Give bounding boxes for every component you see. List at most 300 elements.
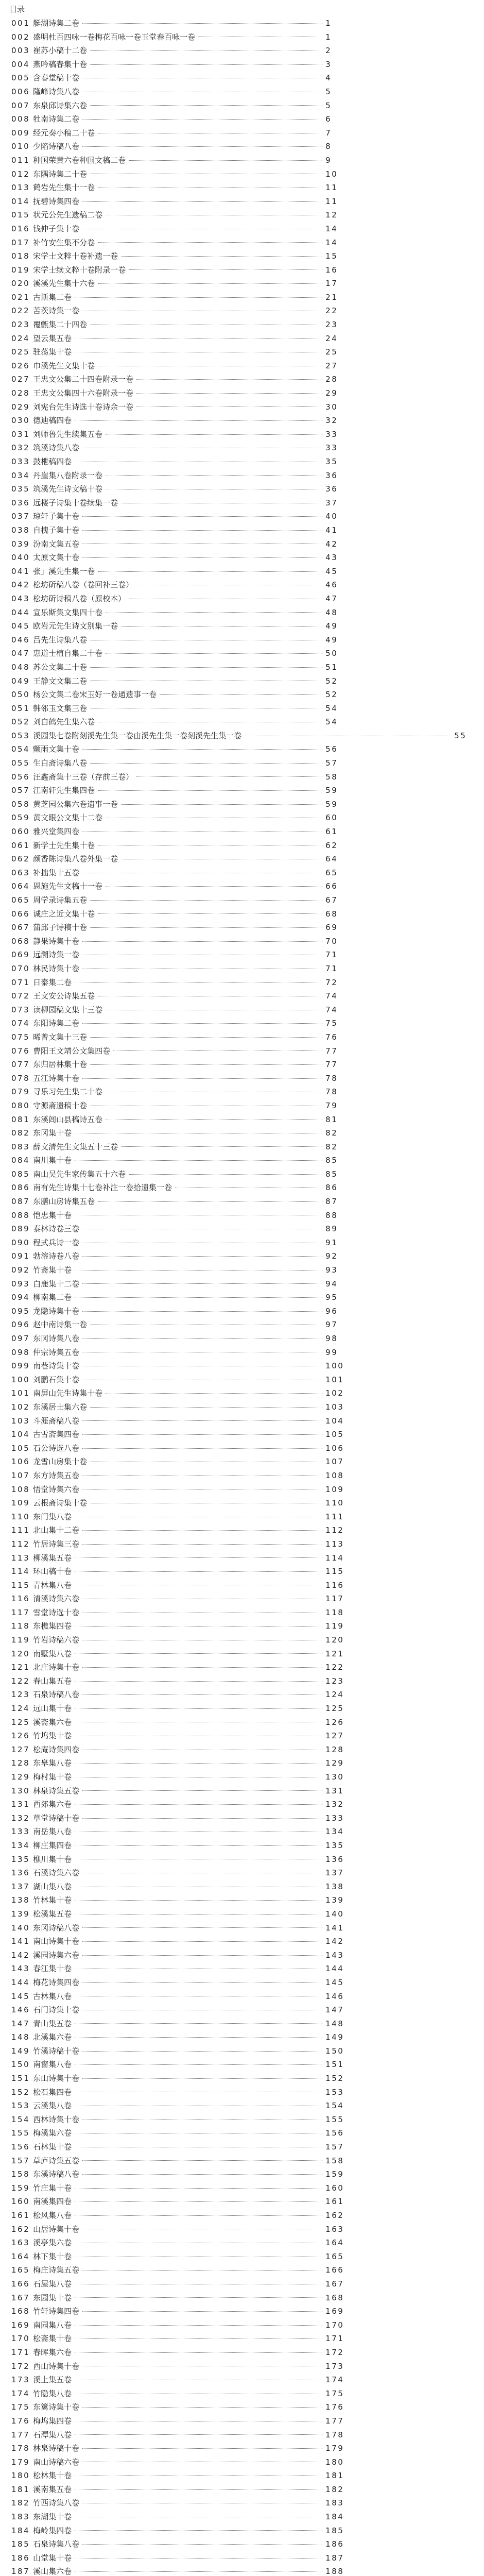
toc-entry[interactable]: [11, 537, 484, 551]
toc-entry[interactable]: [11, 2442, 484, 2455]
toc-entry-page: 30: [325, 402, 338, 412]
toc-entry-title: 石公诗选八卷: [33, 1443, 80, 1453]
toc-entry-title: 松林集十卷: [33, 2471, 72, 2481]
toc-entry[interactable]: [11, 236, 484, 250]
toc-entry[interactable]: [11, 2318, 484, 2332]
toc-entry[interactable]: [11, 1674, 484, 1688]
toc-entry[interactable]: [11, 1633, 484, 1647]
toc-entry[interactable]: [11, 2414, 484, 2428]
toc-entry[interactable]: [11, 359, 484, 373]
toc-entry[interactable]: [11, 1195, 484, 1209]
toc-entry-number: 159: [11, 2183, 30, 2193]
toc-entry-title: 斗涯斋稿八卷: [33, 1416, 80, 1426]
toc-entry-title: 山堂集十卷: [33, 2553, 72, 2563]
toc-entry[interactable]: [11, 976, 484, 990]
toc-dot-leader: [82, 2051, 322, 2052]
toc-entry-page: 103: [325, 1402, 344, 1412]
toc-entry[interactable]: [11, 2524, 484, 2538]
toc-entry[interactable]: [11, 1249, 484, 1263]
toc-entry[interactable]: [11, 688, 484, 702]
toc-entry-title: 刘宪台先生诗选十卷诗余一卷: [33, 402, 134, 412]
toc-entry[interactable]: [11, 866, 484, 880]
toc-entry[interactable]: [11, 852, 484, 866]
toc-entry-number: 140: [11, 1923, 30, 1933]
toc-entry-page: 72: [325, 977, 338, 987]
toc-entry[interactable]: [11, 1565, 484, 1579]
toc-entry[interactable]: [11, 291, 484, 304]
toc-entry[interactable]: [11, 1770, 484, 1784]
toc-entry[interactable]: [11, 2003, 484, 2017]
toc-entry[interactable]: [11, 1551, 484, 1565]
toc-entry-page: 91: [325, 1238, 338, 1247]
toc-entry-page: 75: [325, 1019, 338, 1028]
toc-entry[interactable]: [11, 989, 484, 1003]
toc-entry-title: 日泰集二卷: [33, 977, 72, 987]
toc-entry[interactable]: [11, 1798, 484, 1811]
toc-entry[interactable]: [11, 1743, 484, 1757]
toc-entry[interactable]: [11, 811, 484, 825]
toc-entry[interactable]: [11, 2455, 484, 2469]
toc-entry-page: 1: [325, 32, 332, 42]
toc-entry-page: 64: [325, 854, 338, 864]
toc-entry[interactable]: [11, 2263, 484, 2277]
toc-dot-leader: [75, 2037, 322, 2038]
toc-entry-title: 五江诗集十卷: [33, 1073, 80, 1083]
toc-entry[interactable]: [11, 1044, 484, 1058]
toc-entry[interactable]: [11, 1263, 484, 1277]
toc-entry-title: 竹庄集十卷: [33, 2183, 72, 2193]
toc-entry-title: 溪斋集六卷: [33, 1717, 72, 1727]
toc-entry[interactable]: [11, 1222, 484, 1236]
toc-entry[interactable]: [11, 1537, 484, 1551]
toc-entry-title: 黄芝园公集六卷遗事一卷: [33, 799, 118, 809]
toc-entry[interactable]: [11, 2017, 484, 2031]
toc-entry-number: 085: [11, 1169, 30, 1179]
toc-dot-leader: [90, 105, 322, 106]
toc-entry[interactable]: [11, 729, 484, 743]
toc-entry-number: 121: [11, 1663, 30, 1672]
toc-entry[interactable]: [11, 1455, 484, 1469]
toc-entry-number: 133: [11, 1827, 30, 1837]
toc-entry[interactable]: [11, 1510, 484, 1524]
toc-entry-number: 057: [11, 786, 30, 795]
toc-entry[interactable]: [11, 551, 484, 565]
toc-entry-page: 174: [325, 2375, 344, 2385]
toc-dot-leader: [121, 1146, 322, 1147]
toc-entry[interactable]: [11, 1058, 484, 1072]
toc-entry[interactable]: [11, 1784, 484, 1798]
toc-entry-page: 157: [325, 2142, 344, 2152]
toc-entry[interactable]: [11, 592, 484, 606]
toc-entry-title: 王忠文公集四十六卷附录一卷: [33, 388, 134, 398]
toc-entry-page: 144: [325, 1964, 344, 1974]
toc-entry[interactable]: [11, 112, 484, 126]
toc-entry[interactable]: [11, 85, 484, 99]
toc-entry[interactable]: [11, 784, 484, 798]
toc-entry-page: 153: [325, 2087, 344, 2097]
toc-entry[interactable]: [11, 181, 484, 195]
toc-entry-number: 104: [11, 1430, 30, 1439]
toc-entry[interactable]: [11, 1716, 484, 1730]
toc-entry-number: 058: [11, 799, 30, 809]
toc-entry-number: 095: [11, 1306, 30, 1316]
toc-entry[interactable]: [11, 1099, 484, 1113]
toc-entry-number: 125: [11, 1717, 30, 1727]
toc-dot-leader: [75, 2530, 322, 2531]
toc-entry-page: 139: [325, 1895, 344, 1905]
toc-dot-leader: [106, 653, 322, 654]
toc-entry[interactable]: [11, 770, 484, 784]
toc-entry-page: 33: [325, 443, 338, 453]
toc-entry-title: 柳南集二卷: [33, 1293, 72, 1302]
toc-dot-leader: [98, 571, 322, 572]
toc-entry-page: 132: [325, 1800, 344, 1809]
toc-entry[interactable]: [11, 2483, 484, 2497]
toc-entry-page: 150: [325, 2046, 344, 2056]
toc-entry-title: 溪上集五卷: [33, 2375, 72, 2385]
toc-entry[interactable]: [11, 1619, 484, 1633]
toc-entry[interactable]: [11, 1825, 484, 1839]
toc-entry[interactable]: [11, 523, 484, 537]
toc-entry[interactable]: [11, 2099, 484, 2113]
toc-entry[interactable]: [11, 2291, 484, 2305]
toc-entry[interactable]: [11, 1688, 484, 1702]
toc-entry[interactable]: [11, 1304, 484, 1318]
toc-entry-title: 松坊斫稿八卷（卷回补三卷）: [33, 580, 134, 590]
toc-entry-number: 027: [11, 375, 30, 384]
toc-entry[interactable]: [11, 2195, 484, 2209]
toc-entry[interactable]: [11, 44, 484, 58]
toc-entry[interactable]: [11, 318, 484, 332]
toc-dot-leader: [82, 1256, 322, 1257]
toc-entry[interactable]: [11, 304, 484, 318]
toc-entry[interactable]: [11, 1442, 484, 1455]
toc-entry[interactable]: [11, 1414, 484, 1428]
toc-entry[interactable]: [11, 2373, 484, 2387]
toc-entry[interactable]: [11, 1209, 484, 1223]
toc-entry-title: 西郊集六卷: [33, 1800, 72, 1809]
toc-entry[interactable]: [11, 1373, 484, 1387]
toc-entry[interactable]: [11, 948, 484, 962]
toc-entry[interactable]: [11, 2551, 484, 2565]
toc-entry-page: 142: [325, 1937, 344, 1946]
toc-entry-page: 74: [325, 1005, 338, 1014]
toc-entry[interactable]: [11, 1016, 484, 1030]
toc-entry-number: 044: [11, 607, 30, 617]
toc-entry[interactable]: [11, 2126, 484, 2140]
toc-entry[interactable]: [11, 2428, 484, 2442]
toc-entry-page: 125: [325, 1704, 344, 1714]
toc-entry[interactable]: [11, 2250, 484, 2264]
toc-entry[interactable]: [11, 1277, 484, 1291]
toc-entry[interactable]: [11, 2236, 484, 2250]
toc-entry[interactable]: [11, 2058, 484, 2072]
toc-entry-page: 126: [325, 1717, 344, 1727]
toc-entry[interactable]: [11, 140, 484, 154]
toc-entry[interactable]: [11, 154, 484, 167]
toc-entry[interactable]: [11, 345, 484, 359]
toc-entry[interactable]: [11, 674, 484, 688]
toc-entry-title: 太原文集十卷: [33, 553, 80, 563]
toc-entry[interactable]: [11, 1880, 484, 1894]
toc-entry[interactable]: [11, 441, 484, 455]
toc-entry-title: 燕吟稿春集十卷: [33, 59, 88, 69]
toc-entry[interactable]: [11, 1072, 484, 1086]
toc-entry[interactable]: [11, 921, 484, 935]
toc-entry[interactable]: [11, 99, 484, 113]
toc-entry[interactable]: [11, 1935, 484, 1948]
toc-entry[interactable]: [11, 1907, 484, 1921]
toc-entry[interactable]: [11, 619, 484, 633]
toc-entry[interactable]: [11, 1140, 484, 1154]
toc-entry[interactable]: [11, 879, 484, 893]
toc-entry[interactable]: [11, 2044, 484, 2058]
toc-entry-page: 36: [325, 470, 338, 480]
toc-entry-title: 南巷诗集十卷: [33, 1361, 80, 1371]
toc-entry[interactable]: [11, 702, 484, 716]
toc-entry-title: 东冈集十卷: [33, 1128, 72, 1138]
toc-entry-number: 029: [11, 402, 30, 412]
toc-entry[interactable]: [11, 2167, 484, 2181]
toc-dot-leader: [82, 23, 322, 24]
toc-entry[interactable]: [11, 1236, 484, 1250]
toc-entry[interactable]: [11, 2565, 484, 2576]
toc-entry[interactable]: [11, 2537, 484, 2551]
toc-entry[interactable]: [11, 2030, 484, 2044]
toc-entry[interactable]: [11, 2332, 484, 2346]
toc-entry[interactable]: [11, 482, 484, 496]
toc-entry-number: 093: [11, 1279, 30, 1289]
toc-entry-title: 古斯集二卷: [33, 292, 72, 302]
toc-entry[interactable]: [11, 1346, 484, 1360]
toc-entry-page: 97: [325, 1320, 338, 1330]
toc-entry[interactable]: [11, 1332, 484, 1346]
toc-entry-page: 67: [325, 895, 338, 905]
toc-entry-page: 77: [325, 1046, 338, 1056]
toc-entry-title: 溪溪先生集十六卷: [33, 279, 95, 289]
toc-entry[interactable]: [11, 1386, 484, 1400]
toc-entry[interactable]: [11, 1729, 484, 1743]
toc-entry[interactable]: [11, 1660, 484, 1674]
toc-entry[interactable]: [11, 2510, 484, 2524]
toc-entry-number: 099: [11, 1361, 30, 1371]
toc-entry-number: 185: [11, 2539, 30, 2549]
toc-entry[interactable]: [11, 195, 484, 209]
toc-entry[interactable]: [11, 1400, 484, 1414]
toc-entry[interactable]: [11, 1990, 484, 2004]
toc-entry[interactable]: [11, 469, 484, 483]
toc-entry[interactable]: [11, 1976, 484, 1990]
toc-dot-leader: [75, 2064, 322, 2065]
toc-entry[interactable]: [11, 58, 484, 72]
toc-entry[interactable]: [11, 2154, 484, 2168]
toc-entry[interactable]: [11, 510, 484, 523]
toc-entry[interactable]: [11, 2400, 484, 2414]
toc-entry-title: 东阳诗集二卷: [33, 1019, 80, 1028]
toc-entry[interactable]: [11, 496, 484, 510]
toc-entry[interactable]: [11, 907, 484, 921]
toc-entry[interactable]: [11, 1496, 484, 1510]
toc-entry[interactable]: [11, 332, 484, 346]
toc-entry[interactable]: [11, 660, 484, 674]
toc-entry-title: 石泉诗集八卷: [33, 2539, 80, 2549]
toc-dot-leader: [82, 2407, 322, 2408]
toc-entry[interactable]: [11, 2387, 484, 2401]
toc-entry[interactable]: [11, 1921, 484, 1935]
toc-entry[interactable]: [11, 428, 484, 442]
toc-entry[interactable]: [11, 71, 484, 85]
toc-entry-page: 82: [325, 1142, 338, 1151]
toc-entry[interactable]: [11, 935, 484, 948]
toc-entry-page: 2: [325, 46, 332, 56]
toc-entry[interactable]: [11, 1318, 484, 1332]
toc-entry[interactable]: [11, 386, 484, 400]
toc-entry-page: 51: [325, 662, 338, 672]
toc-entry[interactable]: [11, 167, 484, 181]
toc-entry[interactable]: [11, 1181, 484, 1195]
toc-entry-title: 雪堂诗选十卷: [33, 1607, 80, 1617]
toc-entry[interactable]: [11, 1291, 484, 1304]
toc-entry-page: 54: [325, 717, 338, 727]
toc-entry-page: 130: [325, 1772, 344, 1782]
toc-entry[interactable]: [11, 893, 484, 907]
toc-entry-page: 35: [325, 457, 338, 466]
toc-entry-title: 抚碧诗集四卷: [33, 196, 80, 206]
toc-entry[interactable]: [11, 1167, 484, 1181]
toc-entry[interactable]: [11, 2086, 484, 2099]
toc-entry[interactable]: [11, 1579, 484, 1592]
toc-entry[interactable]: [11, 715, 484, 729]
toc-entry[interactable]: [11, 825, 484, 839]
toc-entry-title: 恺忠集十卷: [33, 1210, 72, 1220]
toc-entry[interactable]: [11, 2360, 484, 2374]
toc-entry-title: 梅溪集六卷: [33, 2128, 72, 2138]
toc-entry-page: 40: [325, 512, 338, 521]
toc-entry[interactable]: [11, 1154, 484, 1167]
toc-entry[interactable]: [11, 742, 484, 756]
toc-dot-leader: [75, 1804, 322, 1805]
toc-entry[interactable]: [11, 263, 484, 277]
toc-entry[interactable]: [11, 2469, 484, 2483]
toc-entry[interactable]: [11, 208, 484, 222]
toc-entry[interactable]: [11, 839, 484, 853]
toc-entry[interactable]: [11, 565, 484, 579]
toc-entry-title: 曹阳王文靖公文集四卷: [33, 1046, 111, 1056]
toc-entry[interactable]: [11, 1962, 484, 1976]
toc-entry-title: 晞曾文集十三卷: [33, 1032, 88, 1042]
toc-entry[interactable]: [11, 1030, 484, 1044]
toc-entry[interactable]: [11, 372, 484, 386]
toc-dot-leader: [82, 941, 322, 942]
toc-dot-leader: [98, 1201, 322, 1202]
toc-entry[interactable]: [11, 1592, 484, 1606]
toc-entry[interactable]: [11, 2140, 484, 2154]
toc-entry-page: 147: [325, 2005, 344, 2015]
toc-entry-page: 5: [325, 87, 332, 96]
toc-entry[interactable]: [11, 1523, 484, 1537]
toc-entry[interactable]: [11, 455, 484, 469]
toc-entry[interactable]: [11, 1113, 484, 1127]
toc-entry[interactable]: [11, 1469, 484, 1483]
toc-entry-number: 156: [11, 2142, 30, 2152]
toc-entry[interactable]: [11, 2223, 484, 2236]
toc-entry[interactable]: [11, 1839, 484, 1853]
toc-entry[interactable]: [11, 2304, 484, 2318]
toc-entry[interactable]: [11, 1359, 484, 1373]
toc-entry[interactable]: [11, 647, 484, 660]
toc-entry-title: 崔苏小稿十二卷: [33, 46, 88, 56]
toc-entry[interactable]: [11, 1126, 484, 1140]
toc-entry-page: 99: [325, 1347, 338, 1357]
toc-entry[interactable]: [11, 1003, 484, 1017]
toc-entry[interactable]: [11, 606, 484, 620]
toc-entry[interactable]: [11, 2209, 484, 2223]
toc-entry-page: 6: [325, 114, 332, 124]
toc-entry-number: 179: [11, 2457, 30, 2467]
toc-entry[interactable]: [11, 222, 484, 236]
toc-entry[interactable]: [11, 2496, 484, 2510]
toc-entry[interactable]: [11, 1811, 484, 1825]
toc-entry-title: 刘鹏石集十卷: [33, 1375, 80, 1384]
toc-entry[interactable]: [11, 400, 484, 414]
toc-entry[interactable]: [11, 1893, 484, 1907]
toc-entry-page: 60: [325, 813, 338, 823]
toc-entry[interactable]: [11, 414, 484, 428]
toc-entry[interactable]: [11, 126, 484, 140]
toc-entry-page: 12: [325, 210, 338, 220]
toc-entry[interactable]: [11, 756, 484, 770]
toc-entry[interactable]: [11, 798, 484, 811]
toc-entry[interactable]: [11, 1853, 484, 1867]
toc-entry-title: 少陷诗稿八卷: [33, 142, 80, 151]
toc-entry-number: 020: [11, 279, 30, 289]
toc-entry[interactable]: [11, 633, 484, 647]
toc-entry[interactable]: [11, 2072, 484, 2086]
toc-entry[interactable]: [11, 578, 484, 592]
toc-entry[interactable]: [11, 1866, 484, 1880]
toc-entry[interactable]: [11, 2346, 484, 2360]
toc-entry-page: 111: [325, 1512, 344, 1521]
toc-entry-page: 164: [325, 2238, 344, 2248]
toc-entry-number: 154: [11, 2114, 30, 2124]
toc-entry-title: 梅村集十卷: [33, 1772, 72, 1782]
toc-entry[interactable]: [11, 1606, 484, 1620]
toc-entry[interactable]: [11, 2277, 484, 2291]
toc-entry[interactable]: [11, 16, 484, 30]
toc-entry-page: 146: [325, 1991, 344, 2001]
toc-entry[interactable]: [11, 1428, 484, 1442]
toc-entry[interactable]: [11, 30, 484, 44]
toc-entry-page: 160: [325, 2183, 344, 2193]
toc-entry[interactable]: [11, 1702, 484, 1716]
toc-entry-page: 169: [325, 2307, 344, 2316]
toc-entry[interactable]: [11, 2113, 484, 2127]
toc-entry[interactable]: [11, 249, 484, 263]
toc-dot-leader: [106, 612, 322, 613]
toc-entry[interactable]: [11, 277, 484, 291]
toc-entry[interactable]: [11, 1647, 484, 1661]
toc-entry[interactable]: [11, 962, 484, 976]
toc-entry-title: 艇湖诗集二卷: [33, 19, 80, 28]
toc-entry-page: 93: [325, 1265, 338, 1275]
toc-dot-leader: [129, 160, 322, 161]
toc-entry-page: 22: [325, 306, 338, 316]
toc-entry[interactable]: [11, 1085, 484, 1099]
toc-entry[interactable]: [11, 1948, 484, 1962]
toc-entry[interactable]: [11, 2181, 484, 2195]
toc-entry[interactable]: [11, 1756, 484, 1770]
toc-entry[interactable]: [11, 1483, 484, 1497]
